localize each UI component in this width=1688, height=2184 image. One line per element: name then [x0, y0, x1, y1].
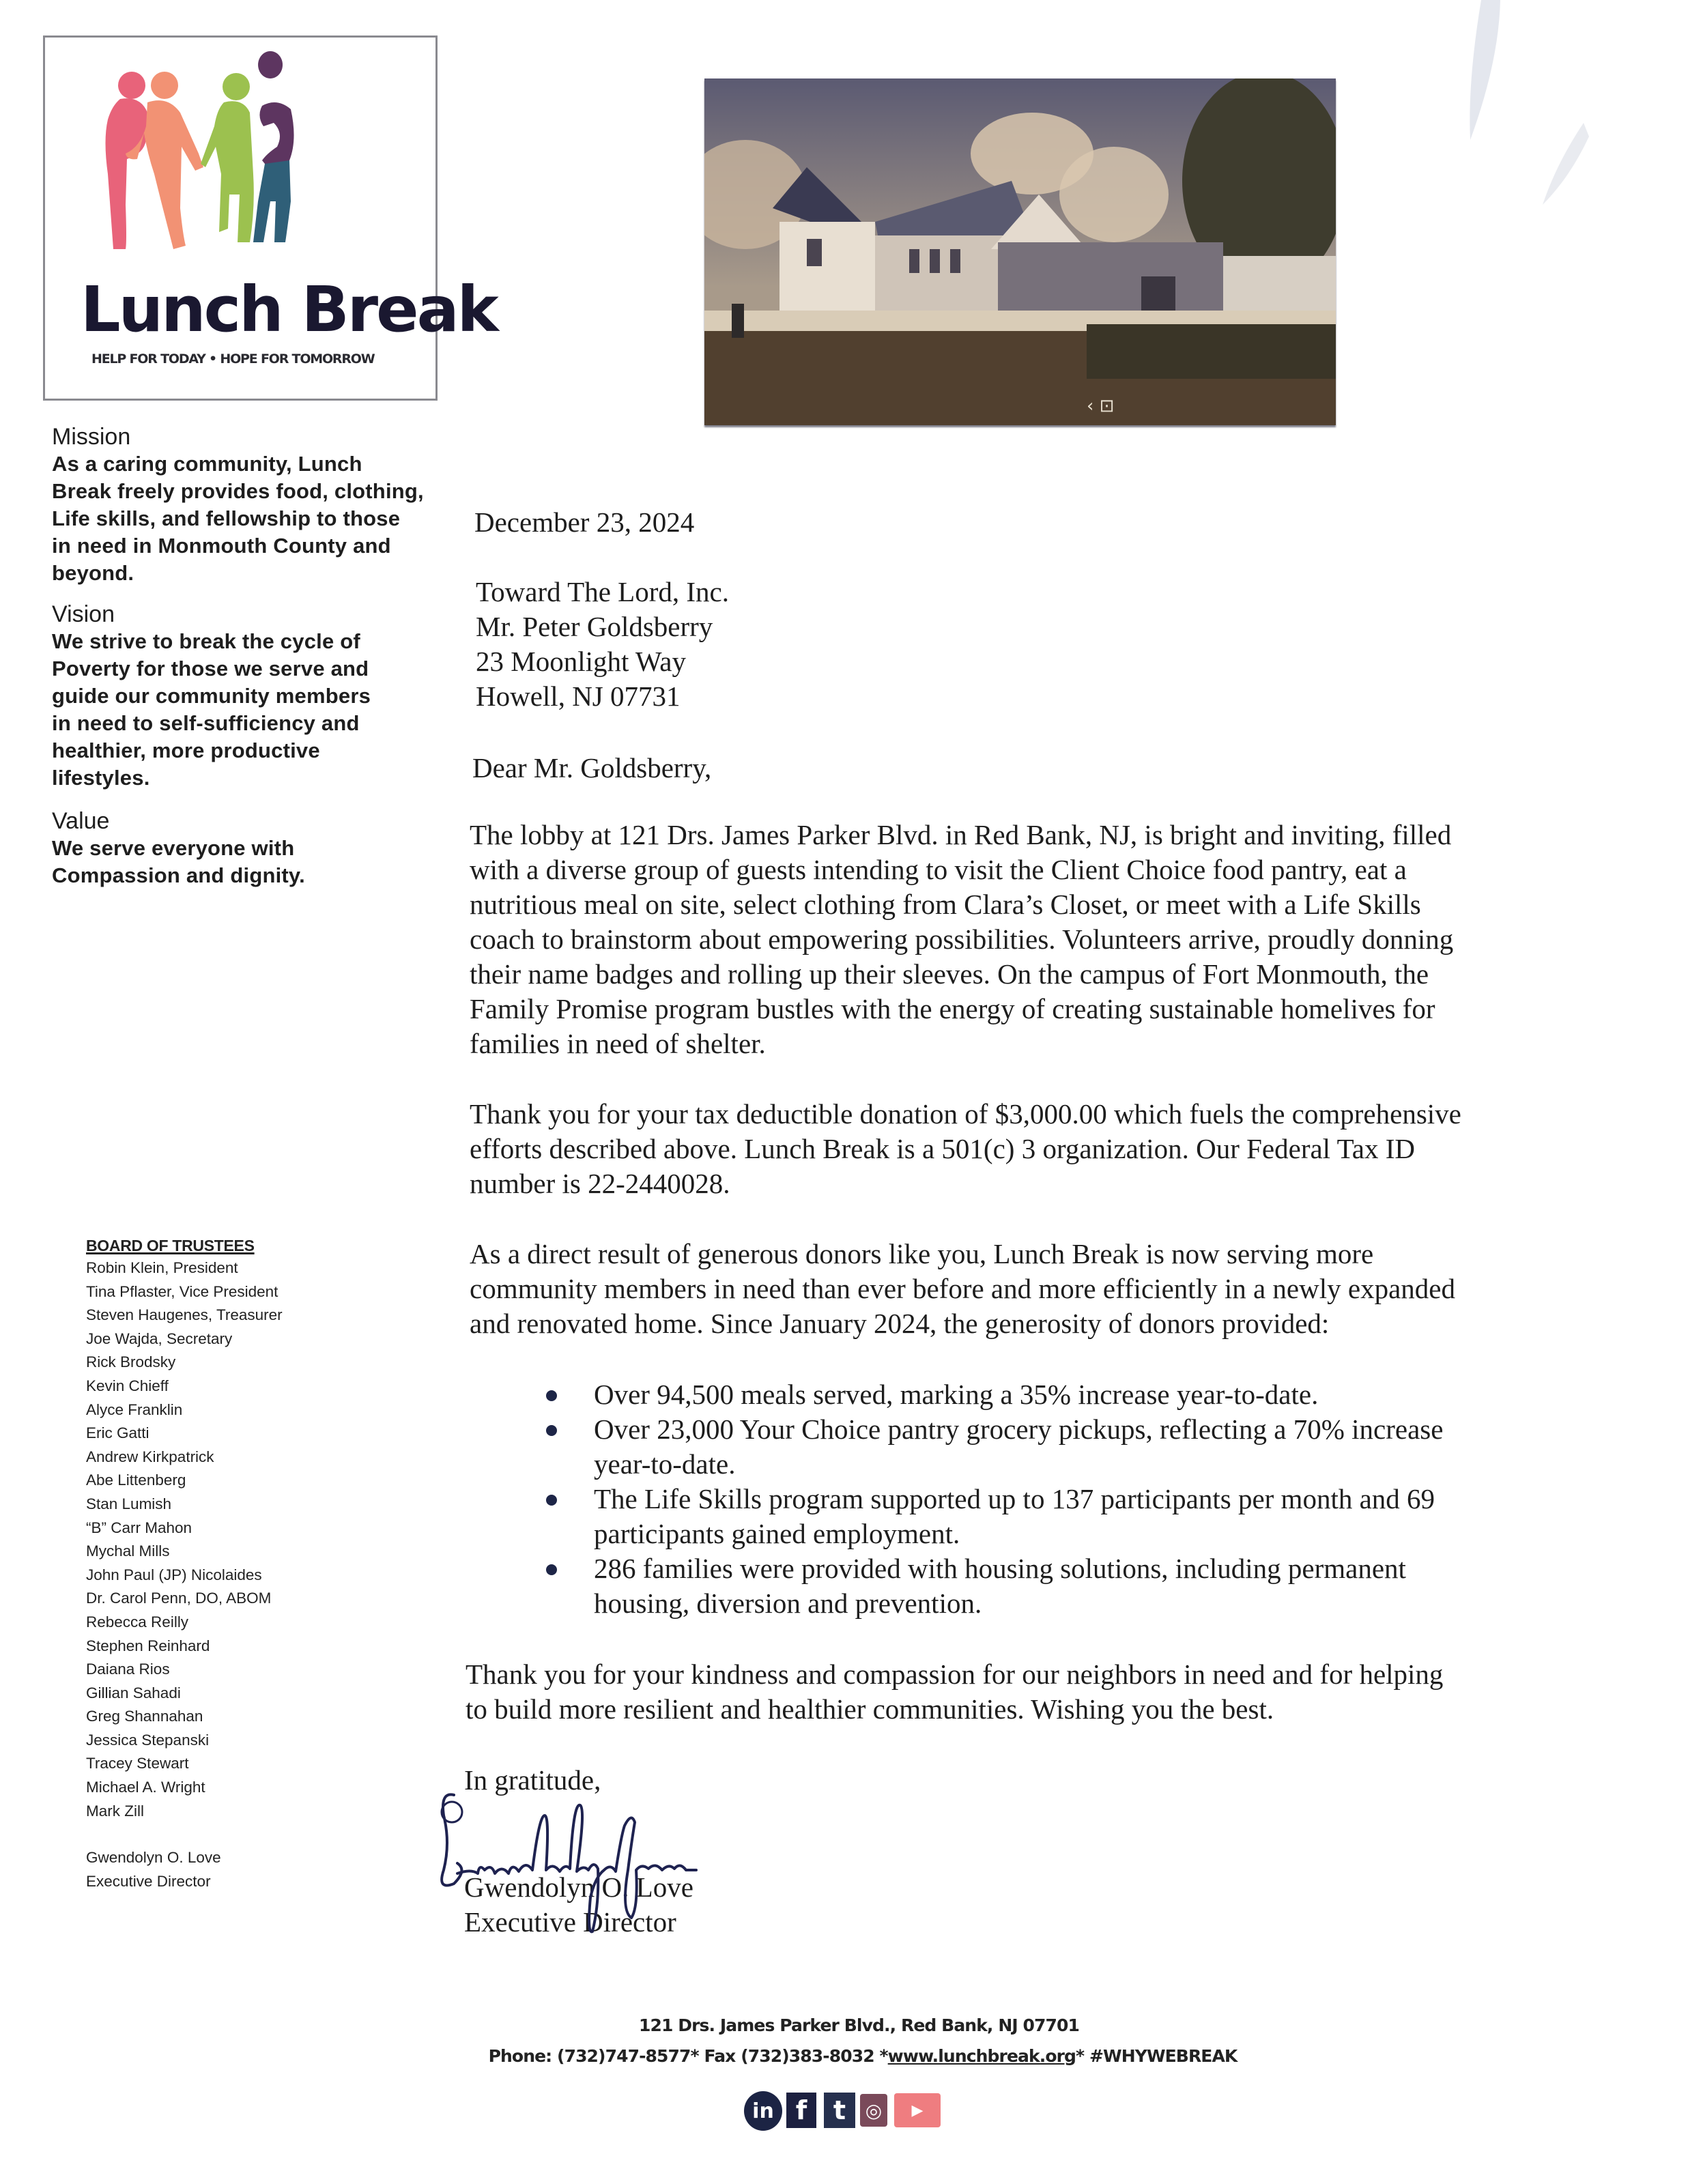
glare-artifact-icon: [1468, 0, 1508, 143]
footer-address: 121 Drs. James Parker Blvd., Red Bank, NJ 07701: [638, 2015, 1080, 2035]
trustee: John Paul (JP) Nicolaides: [86, 1566, 262, 1583]
impact-item: Over 23,000 Your Choice pantry grocery pickups, reflecting a 70% increase year-to-date.: [539, 1412, 1549, 1482]
facebook-icon[interactable]: f: [786, 2093, 816, 2128]
vision-line: guide our community members: [52, 684, 371, 708]
exec-director-title: Executive Director: [86, 1872, 211, 1890]
footer-contact: [0, 2046, 1688, 2066]
vision-heading: Vision: [52, 601, 115, 627]
paragraph-2: [470, 1097, 1569, 1201]
paragraph-line: Thank you for your kindness and compassion for our neighbors in need and for helping: [466, 1658, 1444, 1690]
paragraph-line: nutritious meal on site, select clothing from Clara’s Closet, or meet with a Life Skills: [470, 889, 1421, 920]
paragraph-line: families in need of shelter.: [470, 1028, 766, 1059]
impact-item: 286 families were provided with housing solutions, including permanent housing, diversion and prevention.: [539, 1551, 1549, 1621]
building-image-icon: [704, 78, 1336, 425]
value-section: [52, 807, 305, 889]
paragraph-line: coach to brainstorm about empowering possibilities. Volunteers arrive, proudly donning: [470, 923, 1454, 955]
vision-line: lifestyles.: [52, 766, 150, 790]
signer-title: Executive Director: [464, 1906, 676, 1938]
paragraph-1: [470, 818, 1569, 1061]
impact-list: [539, 1377, 1549, 1621]
signature-icon: [437, 1788, 846, 1938]
mission-heading: Mission: [52, 424, 131, 450]
trustee: Alyce Franklin: [86, 1400, 183, 1418]
trustee: Michael A. Wright: [86, 1779, 205, 1796]
paragraph-3: [470, 1237, 1569, 1341]
trustee: Greg Shannahan: [86, 1708, 203, 1725]
paragraph-line: to build more resilient and healthier communities. Wishing you the best.: [466, 1693, 1274, 1725]
vision-line: Poverty for those we serve and: [52, 657, 369, 680]
vision-line: We strive to break the cycle of: [52, 629, 360, 653]
trustee: Robin Klein, President: [86, 1259, 238, 1276]
trustee: Abe Littenberg: [86, 1471, 186, 1489]
board-heading: BOARD OF TRUSTEES: [86, 1237, 255, 1254]
twitter-icon[interactable]: t: [824, 2093, 855, 2128]
recipient-line: Howell, NJ 07731: [476, 680, 681, 712]
bullet-icon: [546, 1495, 557, 1506]
vision-section: [52, 601, 371, 792]
mission-line: Life skills, and fellowship to those: [52, 506, 401, 530]
svg-text:‹ ⊡: ‹ ⊡: [1087, 396, 1115, 416]
paragraph-line: Family Promise program bustles with the energy of creating sustainable homelives for: [470, 993, 1435, 1024]
paragraph-line: community members in need than ever before and more efficiently in a newly expanded: [470, 1273, 1455, 1304]
paragraph-line: their name badges and rolling up their sleeves. On the campus of Fort Monmouth, the: [470, 958, 1429, 990]
trustee: Gillian Sahadi: [86, 1684, 181, 1701]
paragraph-line: number is 22-2440028.: [470, 1168, 730, 1199]
paragraph-line: Thank you for your tax deductible donation of $3,000.00 which fuels the comprehensive: [470, 1098, 1461, 1130]
trustee: Mark Zill: [86, 1802, 144, 1820]
paragraph-line: with a diverse group of guests intending to visit the Client Choice food pantry, eat a: [470, 854, 1407, 885]
trustee: Jessica Stepanski: [86, 1731, 210, 1749]
trustee: Eric Gatti: [86, 1424, 149, 1442]
glare-artifact-icon: [1536, 123, 1590, 212]
exec-director-name: Gwendolyn O. Love: [86, 1849, 221, 1867]
valediction: In gratitude,: [464, 1764, 601, 1796]
mission-line: beyond.: [52, 561, 134, 585]
logo: [43, 35, 497, 401]
paragraph-line: The lobby at 121 Drs. James Parker Blvd. in Red Bank, NJ, is bright and inviting, filled: [470, 819, 1452, 850]
trustee: Mychal Mills: [86, 1542, 170, 1560]
value-line: We serve everyone with: [52, 836, 295, 860]
trustee: Rebecca Reilly: [86, 1613, 189, 1630]
building-photo: [704, 78, 1336, 425]
trustee: Tina Pflaster, Vice President: [86, 1282, 278, 1300]
recipient-line: 23 Moonlight Way: [476, 646, 687, 677]
instagram-icon[interactable]: ◎: [860, 2094, 887, 2127]
paragraph-line: and renovated home. Since January 2024, the generosity of donors provided:: [470, 1308, 1330, 1339]
value-heading: Value: [52, 808, 110, 834]
closing-paragraph: [466, 1657, 1564, 1727]
mission-line: As a caring community, Lunch: [52, 452, 362, 476]
trustee: Daiana Rios: [86, 1661, 170, 1678]
vision-line: healthier, more productive: [52, 738, 320, 762]
trustee: Stephen Reinhard: [86, 1637, 210, 1654]
impact-item: Over 94,500 meals served, marking a 35% increase year-to-date.: [539, 1377, 1549, 1412]
trustee: Joe Wajda, Secretary: [86, 1330, 233, 1347]
trustee: Tracey Stewart: [86, 1755, 189, 1772]
paragraph-line: As a direct result of generous donors like you, Lunch Break is now serving more: [470, 1238, 1374, 1269]
signer-name: Gwendolyn O. Love: [464, 1871, 693, 1903]
bullet-icon: [546, 1390, 557, 1401]
trustee: “B” Carr Mahon: [86, 1519, 192, 1536]
mission-line: Break freely provides food, clothing,: [52, 479, 424, 503]
people-figures-icon: [45, 38, 435, 263]
trustee: Rick Brodsky: [86, 1353, 176, 1371]
recipient-line: Toward The Lord, Inc.: [476, 576, 729, 607]
youtube-icon[interactable]: ▶: [894, 2093, 941, 2127]
mission-section: [52, 423, 424, 587]
linkedin-icon[interactable]: in: [744, 2091, 782, 2131]
trustee: Dr. Carol Penn, DO, ABOM: [86, 1590, 272, 1607]
vision-line: in need to self-sufficiency and: [52, 711, 360, 735]
letter-date: December 23, 2024: [474, 506, 695, 538]
board-of-trustees: [86, 1237, 283, 1893]
value-line: Compassion and dignity.: [52, 863, 305, 887]
trustee: Andrew Kirkpatrick: [86, 1448, 214, 1465]
bullet-icon: [546, 1564, 557, 1575]
impact-item: The Life Skills program supported up to 137 participants per month and 69 participants gained employment.: [539, 1482, 1549, 1551]
trustee: Stan Lumish: [86, 1495, 172, 1512]
recipient-line: Mr. Peter Goldsberry: [476, 611, 713, 642]
trustee: Steven Haugenes, Treasurer: [86, 1306, 283, 1324]
salutation: Dear Mr. Goldsberry,: [472, 752, 712, 784]
trustee: Kevin Chieff: [86, 1377, 169, 1394]
logo-tagline: HELP FOR TODAY • HOPE FOR TOMORROW: [91, 351, 375, 367]
bullet-icon: [546, 1425, 557, 1436]
mission-line: in need in Monmouth County and: [52, 534, 391, 558]
footer-hashtag: * #WHYWEBREAK: [1076, 2046, 1238, 2066]
logo-wordmark: Lunch Break: [81, 273, 497, 346]
paragraph-line: efforts described above. Lunch Break is a 501(c) 3 organization. Our Federal Tax ID: [470, 1133, 1415, 1164]
website-link[interactable]: www.lunchbreak.org: [887, 2046, 1076, 2066]
footer-phone-fax: Phone: (732)747-8577* Fax (732)383-8032 *: [488, 2046, 888, 2066]
